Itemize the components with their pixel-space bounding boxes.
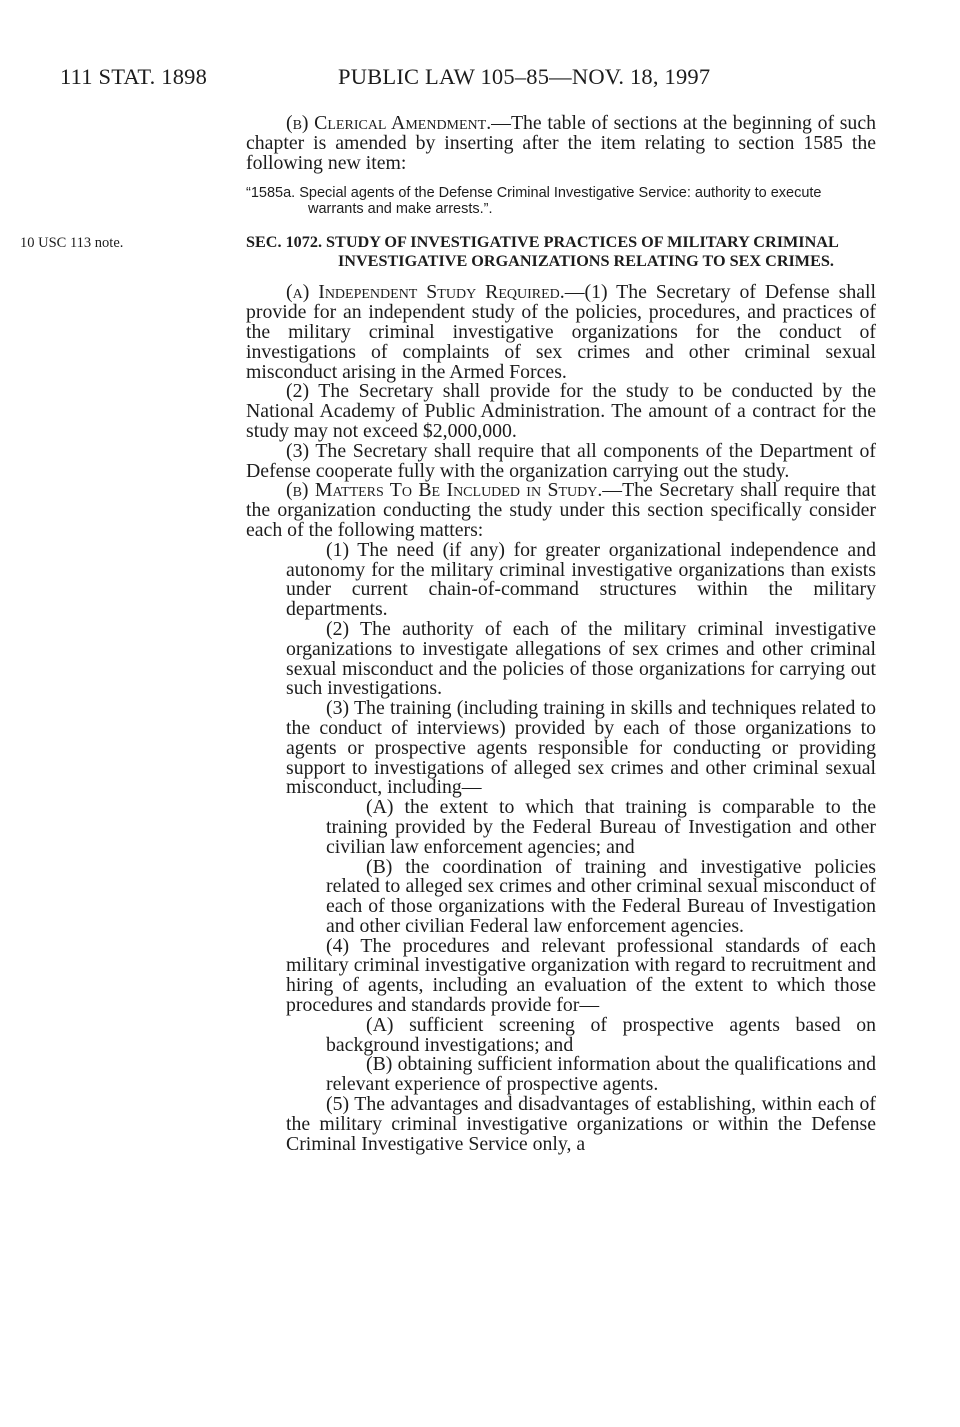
section-heading: SEC. 1072. STUDY OF INVESTIGATIVE PRACTICES OF MILITARY CRIMINAL INVESTIGATIVE ORGANIZATIONS RELATING TO SEX CRIMES. bbox=[246, 233, 838, 270]
subsection-a-paragraph-1 bbox=[246, 283, 876, 382]
matter-3-subparagraph-a: (A) the extent to which that training is comparable to the training provided by the Federal Bureau of Investigation and other civilian law enforcement agencies; and bbox=[326, 796, 876, 858]
clerical-amendment-label: (b) Clerical Amendment. bbox=[286, 112, 492, 134]
stat-page-number: 111 STAT. 1898 bbox=[60, 64, 208, 89]
subsection-a-paragraph-2: (2) The Secretary shall provide for the study to be conducted by the National Academy of Public Administration. The amount of a contract for the study may not exceed $2,000,000. bbox=[246, 380, 876, 442]
matter-5: (5) The advantages and disadvantages of establishing, within each of the military criminal investigative organizations or within the Defense Criminal Investigative Service only, a bbox=[286, 1093, 876, 1155]
matter-1: (1) The need (if any) for greater organizational independence and autonomy for the military criminal investigative organizations than exists under current chain-of-command structures within the military departments. bbox=[286, 538, 876, 621]
subsection-b-text: —The Secretary shall require that the organization conducting the study under this section specifically consider each of the following matters: bbox=[246, 479, 876, 541]
subsection-a-label: (a) Independent Study Required. bbox=[286, 281, 565, 304]
matter-4-subparagraph-b: (B) obtaining sufficient information about the qualifications and relevant experience of prospective agents. bbox=[326, 1053, 876, 1096]
matter-4: (4) The procedures and relevant professional standards of each military criminal investigative organization with regard to recruitment and hiring of agents, including an evaluation of the extent to which those procedures and standards provide for— bbox=[286, 934, 876, 1017]
matter-3: (3) The training (including training in skills and techniques related to the conduct of interviews) provided by each of those organizations to agents or prospective agents responsible for conducting or providing support to investigations of alleged sex crimes and other criminal sexual misconduct, including— bbox=[286, 697, 876, 799]
subsection-b-label: (b) Matters To Be Included in Study. bbox=[286, 479, 603, 502]
clerical-amendment-text: —The table of sections at the beginning of such chapter is amended by inserting after the item relating to section 1585 the following new item: bbox=[246, 112, 876, 174]
clerical-amendment-paragraph bbox=[246, 114, 876, 173]
document-body bbox=[20, 112, 876, 1155]
public-law-header: PUBLIC LAW 105–85—NOV. 18, 1997 bbox=[338, 64, 711, 89]
matter-2: (2) The authority of each of the military criminal investigative organizations to investigate allegations of sex crimes and other criminal sexual misconduct and the policies of those organizations for carrying out such investigations. bbox=[286, 617, 876, 700]
subsection-a-paragraph-3: (3) The Secretary shall require that all components of the Department of Defense cooperate fully with the organization carrying out the study. bbox=[246, 439, 876, 482]
subsection-a-text: —(1) The Secretary of Defense shall provide for an independent study of the policies, procedures, and practices of the military criminal investigative organizations for the conduct of investigations of complaints of sex crimes and other criminal sexual misconduct arising in the Armed Forces. bbox=[246, 281, 876, 383]
subsection-b-intro bbox=[246, 481, 876, 540]
matter-4-subparagraph-a: (A) sufficient screening of prospective agents based on background investigations; and bbox=[326, 1013, 876, 1056]
matter-3-subparagraph-b: (B) the coordination of training and investigative policies related to alleged sex crimes and other criminal sexual misconduct of each of those organizations with the Federal Bureau of Investigation and other civilian Federal law enforcement agencies. bbox=[326, 855, 876, 937]
table-of-sections-item: “1585a. Special agents of the Defense Criminal Investigative Service: authority to execute warrants and make arrests.”. bbox=[246, 185, 822, 217]
margin-note: 10 USC 113 note. bbox=[20, 235, 124, 252]
section-1072 bbox=[20, 233, 876, 1155]
